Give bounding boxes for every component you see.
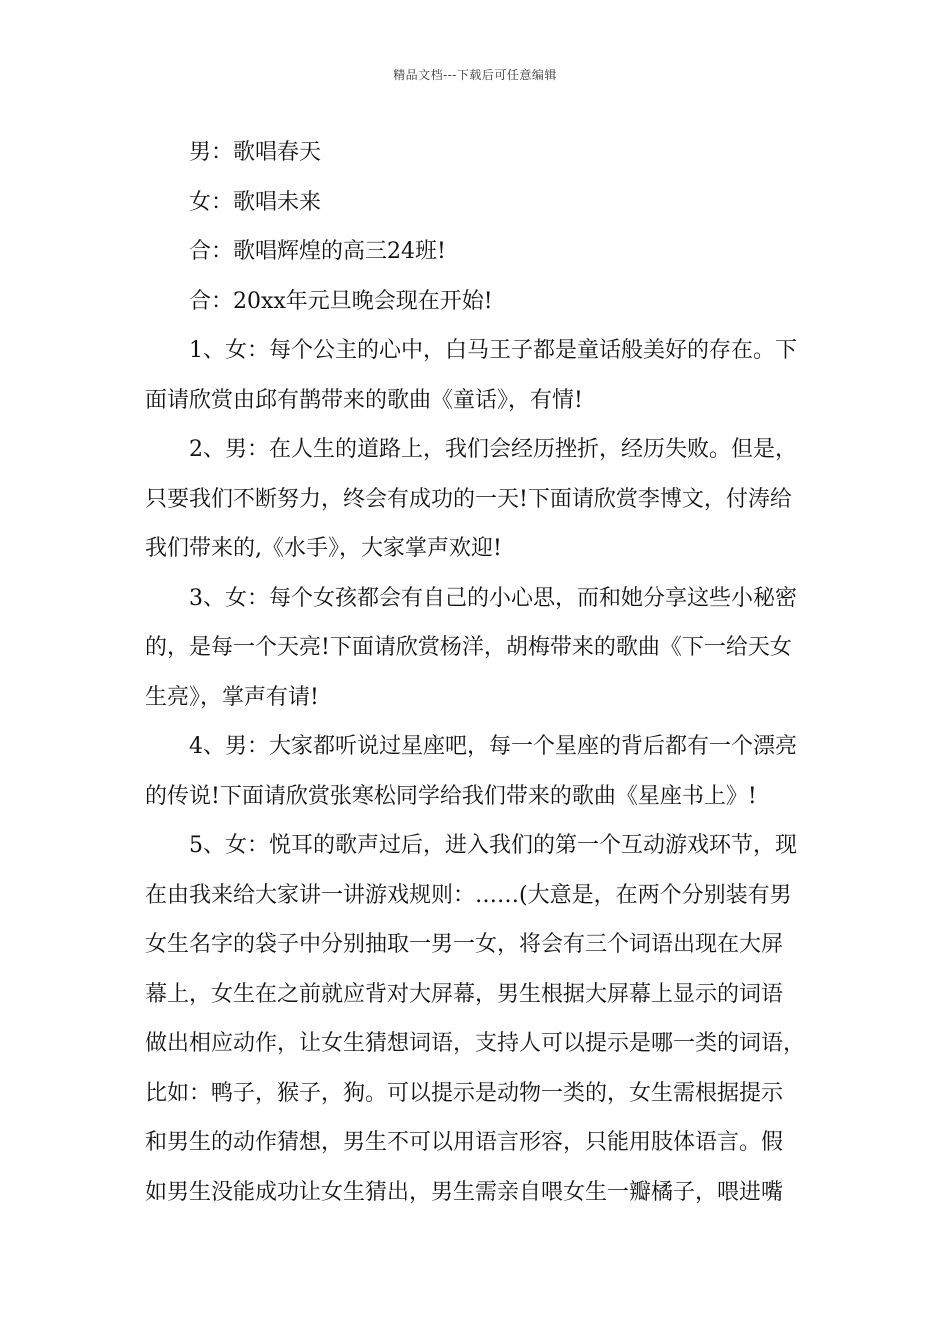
text-line: 5、女：悦耳的歌声过后，进入我们的第一个互动游戏环节，现	[189, 833, 797, 858]
text-line: 合：歌唱辉煌的高三24班!	[189, 239, 446, 264]
text-line: 4、男：大家都听说过星座吧，每一个星座的背后都有一个漂亮	[189, 734, 797, 759]
text-line: 我们带来的,《水手》，大家掌声欢迎!	[145, 536, 502, 561]
text-line: 女生名字的袋子中分别抽取一男一女，将会有三个词语出现在大屏	[145, 932, 784, 957]
text-line: 幕上，女生在之前就应背对大屏幕，男生根据大屏幕上显示的词语	[145, 981, 784, 1007]
text-line: 做出相应动作，让女生猜想词语，支持人可以提示是哪一类的词语，	[145, 1031, 806, 1056]
text-line: 的，是每一个天亮!下面请欣赏杨洋，胡梅带来的歌曲《下一给天女	[145, 635, 792, 660]
page-header: 精品文档---下载后可任意编辑	[393, 68, 557, 82]
text-line: 男：歌唱春天	[189, 140, 322, 165]
text-line: 只要我们不断努力，终会有成功的一天!下面请欣赏李博文，付涛给	[145, 486, 792, 512]
text-line: 生亮》，掌声有请!	[145, 684, 319, 710]
text-line: 3、女：每个女孩都会有自己的小心思，而和她分享这些小秘密	[189, 585, 797, 611]
text-line: 合：20xx年元旦晚会现在开始!	[189, 288, 493, 314]
text-line: 和男生的动作猜想，男生不可以用语言形容，只能用肢体语言。假	[145, 1130, 784, 1155]
text-line: 1、女：每个公主的心中，白马王子都是童话般美好的存在。下	[189, 338, 797, 363]
text-line: 2、男：在人生的道路上，我们会经历挫折，经历失败。但是，	[189, 437, 797, 462]
text-line: 面请欣赏由邱有鹊带来的歌曲《童话》，有情!	[145, 387, 583, 413]
text-line: 在由我来给大家讲一讲游戏规则：……(大意是，在两个分别装有男	[145, 882, 792, 908]
text-line: 比如：鸭子，猴子，狗。可以提示是动物一类的，女生需根据提示	[145, 1080, 784, 1106]
text-line: 的传说!下面请欣赏张寒松同学给我们带来的歌曲《星座书上》!	[145, 783, 757, 809]
text-line: 如男生没能成功让女生猜出，男生需亲自喂女生一瓣橘子，喂进嘴	[145, 1179, 784, 1205]
text-line: 女：歌唱未来	[189, 189, 322, 215]
document-body	[145, 128, 825, 1217]
